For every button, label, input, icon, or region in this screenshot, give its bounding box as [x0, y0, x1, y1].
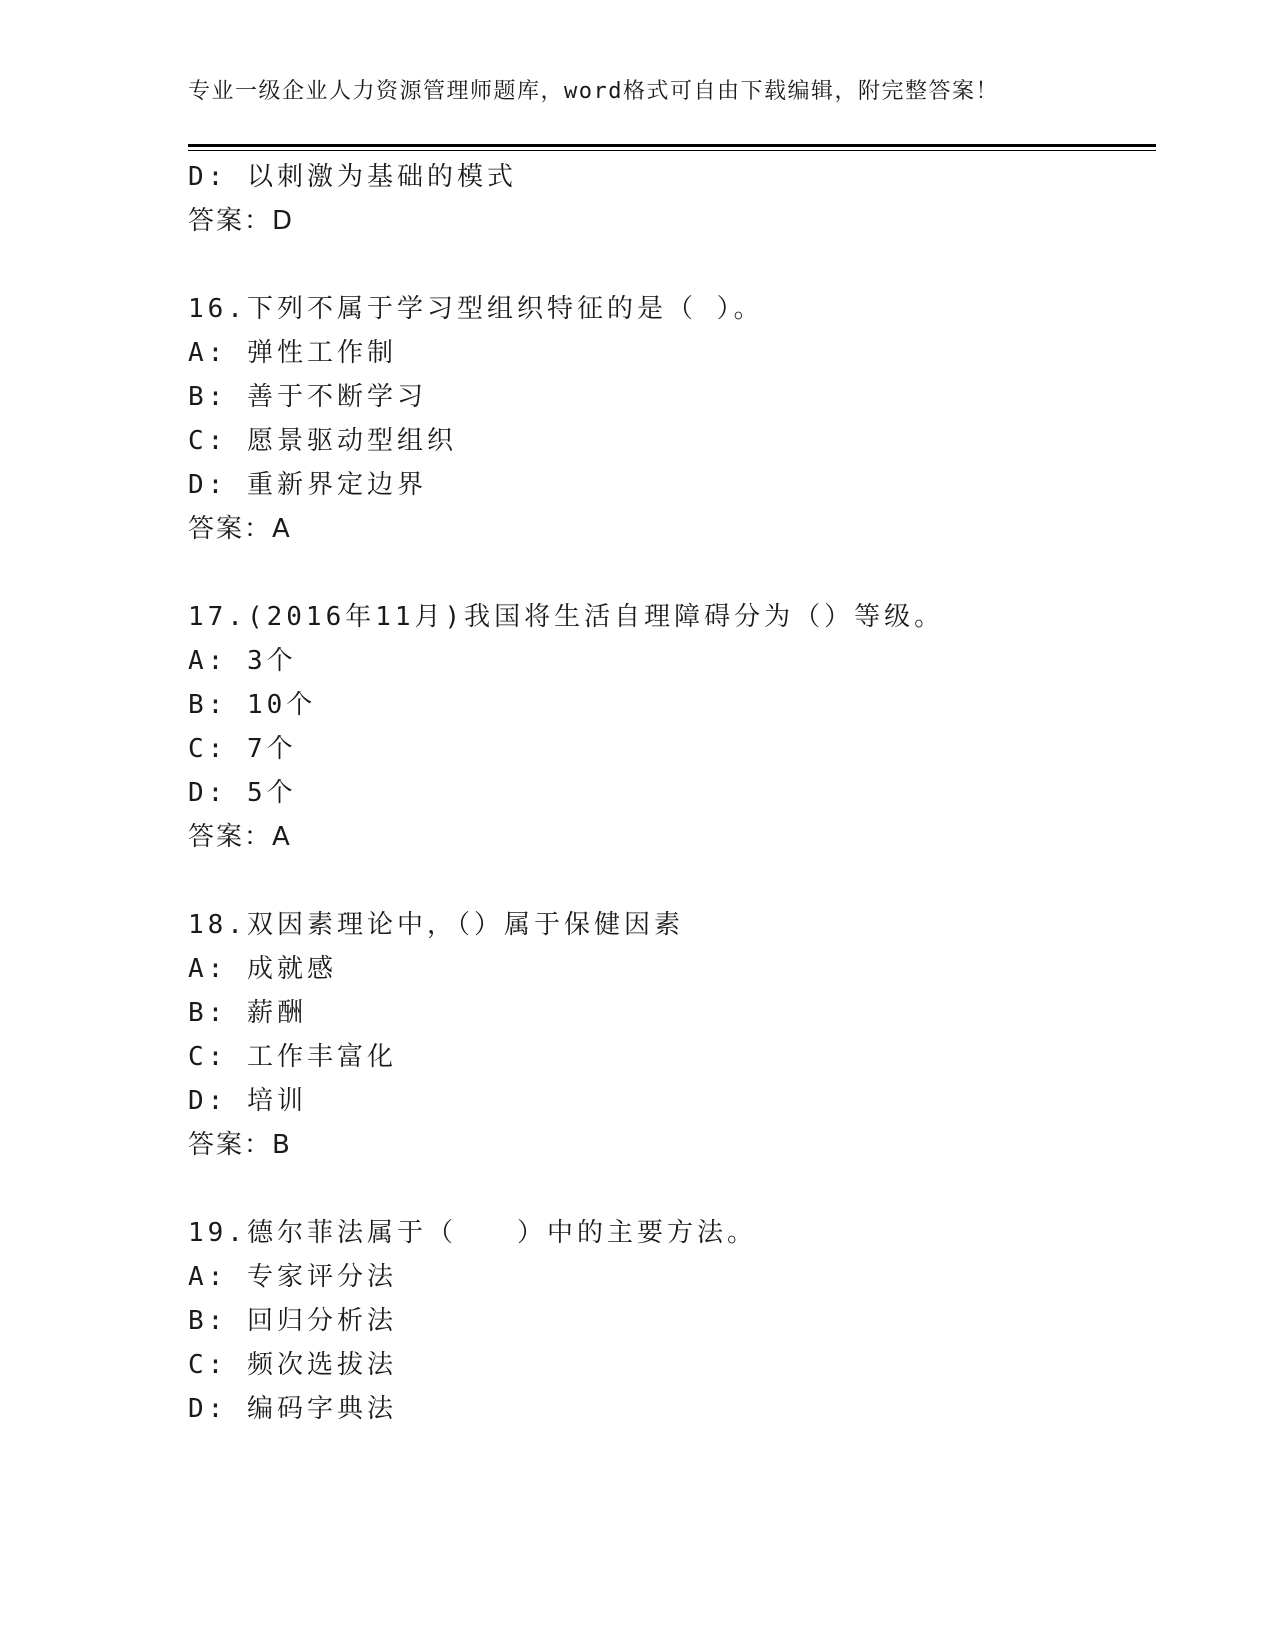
- question-19-stem: 19.德尔菲法属于（ ）中的主要方法。: [188, 1218, 757, 1248]
- question-16-option-d: D: 重新界定边界: [188, 470, 427, 500]
- question-18-option-a: A: 成就感: [188, 954, 337, 984]
- question-19-option-d: D: 编码字典法: [188, 1394, 397, 1424]
- question-18-stem: 18.双因素理论中，（）属于保健因素: [188, 910, 684, 940]
- question-16-option-c: C: 愿景驱动型组织: [188, 426, 457, 456]
- page-header: 专业一级企业人力资源管理师题库，word格式可自由下载编辑，附完整答案！: [188, 79, 999, 104]
- question-16-stem: 16.下列不属于学习型组织特征的是（ ）。: [188, 294, 764, 324]
- question-18-option-d: D: 培训: [188, 1086, 307, 1116]
- question-16-option-b: B: 善于不断学习: [188, 382, 427, 412]
- prev-option-d: D: 以刺激为基础的模式: [188, 162, 517, 192]
- question-18-option-b: B: 薪酬: [188, 998, 307, 1028]
- question-18-option-c: C: 工作丰富化: [188, 1042, 397, 1072]
- question-16-answer: 答案：A: [188, 514, 292, 544]
- question-19-option-b: B: 回归分析法: [188, 1306, 397, 1336]
- question-17-option-d: D: 5个: [188, 778, 297, 808]
- question-17-option-b: B: 10个: [188, 690, 317, 720]
- question-17-answer: 答案：A: [188, 822, 292, 852]
- header-rule-thick: [188, 144, 1156, 147]
- prev-answer: 答案：D: [188, 206, 295, 236]
- header-rule-thin: [188, 150, 1156, 151]
- question-17-option-c: C: 7个: [188, 734, 297, 764]
- question-17-stem: 17.(2016年11月)我国将生活自理障碍分为（）等级。: [188, 602, 945, 632]
- question-18-answer: 答案：B: [188, 1130, 292, 1160]
- question-17-option-a: A: 3个: [188, 646, 297, 676]
- question-19-option-c: C: 频次选拔法: [188, 1350, 397, 1380]
- question-16-option-a: A: 弹性工作制: [188, 338, 397, 368]
- question-19-option-a: A: 专家评分法: [188, 1262, 397, 1292]
